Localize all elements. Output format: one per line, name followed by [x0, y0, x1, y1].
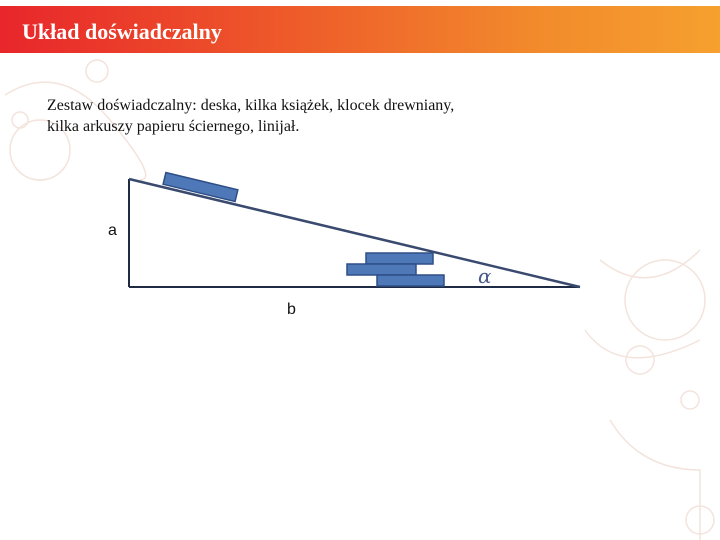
- description-line-1: Zestaw doświadczalny: deska, kilka książek, klocek drewniany,: [47, 97, 455, 114]
- book-middle: [347, 264, 416, 275]
- slide-title: Układ doświadczalny: [22, 19, 222, 44]
- label-alpha: α: [478, 264, 492, 288]
- label-b: b: [287, 301, 296, 318]
- description-line-2: kilka arkuszy papieru ściernego, linijał.: [47, 118, 300, 135]
- label-a: a: [108, 222, 117, 239]
- book-bottom: [377, 275, 444, 286]
- book-top: [366, 253, 433, 264]
